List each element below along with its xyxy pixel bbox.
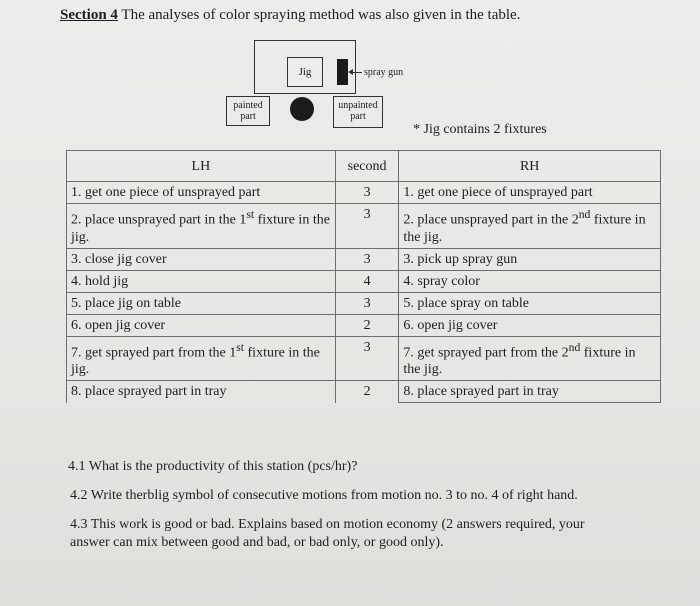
table-row <box>67 314 661 336</box>
second-cell: 3 <box>335 248 399 270</box>
painted-part-box <box>226 96 270 126</box>
jig-label: Jig <box>298 66 312 78</box>
section-heading <box>60 7 520 24</box>
spray-gun-icon <box>337 59 348 85</box>
rh-cell: 3. pick up spray gun <box>399 248 661 270</box>
lh-cell: 8. place sprayed part in tray <box>67 381 336 403</box>
rh-cell: 2. place unsprayed part in the 2nd fixture in the jig. <box>399 204 661 249</box>
section-number: Section 4 <box>60 7 118 23</box>
header-lh: LH <box>67 151 336 182</box>
rh-cell: 8. place sprayed part in tray <box>399 381 661 403</box>
question-4-1: 4.1 What is the productivity of this station (pcs/hr)? <box>68 459 358 474</box>
painted-label-line2: part <box>240 111 256 122</box>
table-row <box>67 381 661 403</box>
question-4-2: 4.2 Write therblig symbol of consecutive motions from motion no. 3 to no. 4 of right hand. <box>70 488 578 503</box>
rh-cell: 4. spray color <box>399 270 661 292</box>
rh-cell: 7. get sprayed part from the 2nd fixture in the jig. <box>399 336 661 381</box>
spray-gun-label: spray gun <box>364 67 404 78</box>
section-text: The analyses of color spraying method was also given in the table. <box>117 7 521 23</box>
lh-cell: 3. close jig cover <box>67 248 336 270</box>
rh-cell: 1. get one piece of unsprayed part <box>399 182 661 204</box>
motion-table <box>66 150 661 403</box>
table-row <box>67 336 661 381</box>
painted-label-line1: painted <box>233 100 263 111</box>
rh-cell: 6. open jig cover <box>399 314 661 336</box>
table-row <box>67 204 661 249</box>
lh-cell: 7. get sprayed part from the 1st fixture in the jig. <box>67 336 336 381</box>
table-row <box>67 182 661 204</box>
lh-cell: 4. hold jig <box>67 270 336 292</box>
table-row <box>67 248 661 270</box>
header-second: second <box>335 151 399 182</box>
unpainted-label-line1: unpainted <box>338 100 378 111</box>
second-cell: 2 <box>335 381 399 403</box>
lh-cell: 5. place jig on table <box>67 292 336 314</box>
arrow-line <box>350 72 362 73</box>
lh-cell: 1. get one piece of unsprayed part <box>67 182 336 204</box>
header-rh: RH <box>399 151 661 182</box>
second-cell: 3 <box>335 204 399 249</box>
question-4-3-line2: answer can mix between good and bad, or bad only, or good only). <box>70 535 444 550</box>
table-row <box>67 292 661 314</box>
jig-box <box>287 57 323 87</box>
second-cell: 2 <box>335 314 399 336</box>
second-cell: 3 <box>335 292 399 314</box>
table-header-row <box>67 151 661 182</box>
second-cell: 3 <box>335 182 399 204</box>
jig-note: * Jig contains 2 fixtures <box>413 122 547 137</box>
lh-cell: 6. open jig cover <box>67 314 336 336</box>
lh-cell: 2. place unsprayed part in the 1st fixture in the jig. <box>67 204 336 249</box>
unpainted-part-box <box>333 96 383 128</box>
table-row <box>67 270 661 292</box>
question-4-3-line1: 4.3 This work is good or bad. Explains based on motion economy (2 answers required, your <box>70 517 585 532</box>
unpainted-label-line2: part <box>350 111 366 122</box>
rh-cell: 5. place spray on table <box>399 292 661 314</box>
second-cell: 3 <box>335 336 399 381</box>
operator-icon <box>290 97 314 121</box>
second-cell: 4 <box>335 270 399 292</box>
